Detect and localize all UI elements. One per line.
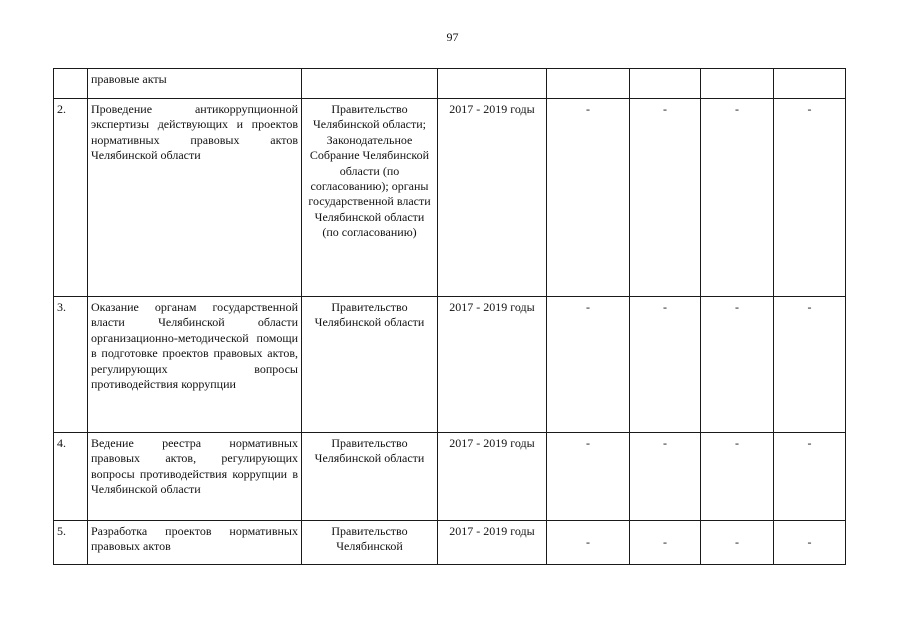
- table-row: [54, 521, 846, 565]
- term-cell: [438, 69, 547, 99]
- executor-cell: Правительство Челябинской области: [302, 297, 438, 433]
- measure-description: правовые акты: [88, 69, 302, 99]
- term-cell: 2017 - 2019 годы: [438, 433, 547, 521]
- table-row: [54, 99, 846, 297]
- measure-description: Проведение антикоррупционной экспертизы действующих и проектов нормативных правовых актов Челябинской области: [88, 99, 302, 297]
- funding-cell-1: -: [547, 433, 630, 521]
- funding-cell-3: -: [701, 297, 774, 433]
- funding-cell-4: [774, 69, 846, 99]
- row-number: 3.: [54, 297, 88, 433]
- funding-cell-1: -: [547, 521, 630, 565]
- funding-cell-1: [547, 69, 630, 99]
- table-row: [54, 69, 846, 99]
- table-row: [54, 297, 846, 433]
- funding-cell-4: -: [774, 433, 846, 521]
- row-number: 2.: [54, 99, 88, 297]
- funding-cell-2: -: [630, 297, 701, 433]
- funding-cell-1: -: [547, 99, 630, 297]
- term-cell: 2017 - 2019 годы: [438, 521, 547, 565]
- executor-cell: Правительство Челябинской: [302, 521, 438, 565]
- executor-cell: [302, 69, 438, 99]
- funding-cell-3: -: [701, 521, 774, 565]
- term-cell: 2017 - 2019 годы: [438, 297, 547, 433]
- funding-cell-2: [630, 69, 701, 99]
- page-number: 97: [446, 30, 459, 44]
- row-number: 5.: [54, 521, 88, 565]
- funding-cell-2: -: [630, 433, 701, 521]
- measure-description: Оказание органам государственной власти Челябинской области организационно-методической помощи в подготовке проектов правовых актов, регулирующих вопросы противодействия коррупции: [88, 297, 302, 433]
- funding-cell-3: [701, 69, 774, 99]
- row-number: [54, 69, 88, 99]
- term-cell: 2017 - 2019 годы: [438, 99, 547, 297]
- funding-cell-3: -: [701, 433, 774, 521]
- funding-cell-2: -: [630, 521, 701, 565]
- measures-table: [53, 68, 846, 565]
- executor-cell: Правительство Челябинской области; Законодательное Собрание Челябинской области (по согласованию); органы государственной власти Челябинской области (по согласованию): [302, 99, 438, 297]
- measure-description: Ведение реестра нормативных правовых актов, регулирующих вопросы противодействия коррупции в Челябинской области: [88, 433, 302, 521]
- funding-cell-1: -: [547, 297, 630, 433]
- row-number: 4.: [54, 433, 88, 521]
- table-row: [54, 433, 846, 521]
- funding-cell-4: -: [774, 521, 846, 565]
- funding-cell-4: -: [774, 99, 846, 297]
- funding-cell-4: -: [774, 297, 846, 433]
- executor-cell: Правительство Челябинской области: [302, 433, 438, 521]
- funding-cell-3: -: [701, 99, 774, 297]
- measure-description: Разработка проектов нормативных правовых актов: [88, 521, 302, 565]
- funding-cell-2: -: [630, 99, 701, 297]
